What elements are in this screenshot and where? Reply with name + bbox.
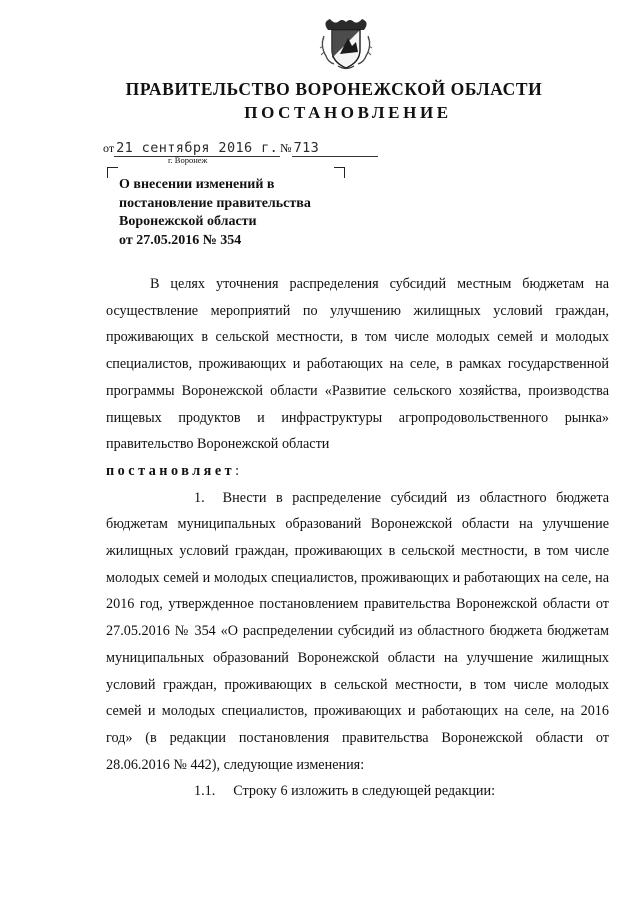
item-1-1-text: Строку 6 изложить в следующей редакции: xyxy=(233,783,496,800)
item-1-text: Внести в распределение субсидий из областного бюджета бюджетам муниципальных образований Воронежской области на улучшение жилищных условий граждан, проживающих в сельской местности, в том числе молодых семей и молодых специалистов, проживающих и работающих на селе, на 2016 год, утвержденное постановлением правительства Воронежской области от 27.05.2016 № 354 «О распределении субсидий из областного бюджета бюджетам муниципальных образований Воронежской области на улучшение жилищных условий граждан, проживающих в сельской местности, в том числе молодых семей и молодых специалистов, проживающих и работающих на селе, на 2016 год» (в редакции постановления правительства Воронежской области от 28.06.2016 № 442), следующие изменения: xyxy=(106,489,609,773)
subject-line-2: постановление правительства xyxy=(119,195,311,211)
subject-corner-left xyxy=(107,167,118,178)
decree-paragraph xyxy=(106,458,609,485)
date-number-line xyxy=(103,140,378,157)
subject-line-1: О внесении изменений в xyxy=(119,177,275,192)
coat-of-arms-icon xyxy=(318,16,374,72)
item-1-number: 1. xyxy=(194,489,205,506)
subject-line-3: Воронежской области xyxy=(119,214,257,230)
document-type: ПОСТАНОВЛЕНИЕ xyxy=(244,103,452,122)
item-1-1-number: 1.1. xyxy=(194,783,216,800)
item-1-1-paragraph xyxy=(106,778,609,805)
decree-word: постановляет xyxy=(106,462,236,479)
decree-colon: : xyxy=(235,462,240,479)
number-prefix: № xyxy=(280,141,292,155)
number-field xyxy=(292,140,378,157)
subject-line-4: от 27.05.2016 № 354 xyxy=(119,233,242,249)
document-subject xyxy=(119,176,359,251)
preamble-paragraph xyxy=(106,271,609,458)
item-1-paragraph xyxy=(106,485,609,779)
city-label: г. Воронеж xyxy=(168,155,208,165)
number-value: 713 xyxy=(293,140,320,156)
date-prefix: от xyxy=(103,141,115,155)
document-body xyxy=(106,271,609,805)
government-title: ПРАВИТЕЛЬСТВО ВОРОНЕЖСКОЙ ОБЛАСТИ xyxy=(125,79,543,99)
preamble-text: В целях уточнения распределения субсидий местным бюджетам на осуществление мероприятий по улучшению жилищных условий граждан, проживающих в сельской местности, в том числе молодых семей и молодых специалистов, проживающих и работающих на селе, в рамках государственной программы Воронежской области «Развитие сельского хозяйства, производства пищевых продуктов и инфраструктуры агропродовольственного рынка» правительство Воронежской области xyxy=(106,276,609,453)
date-value: 21 сентября 2016 г. xyxy=(116,140,279,156)
